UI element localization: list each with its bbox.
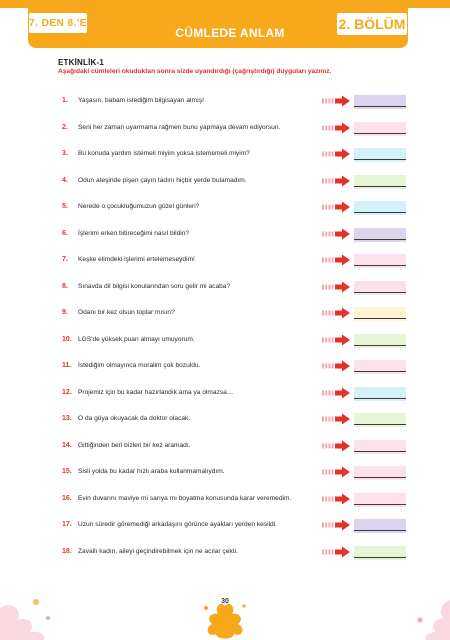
activity-instruction: Aşağıdaki cümleleri okuduktan sonra sizde uyandırdığı (çağrıştırdığı) duyguları yazınız. bbox=[58, 68, 332, 75]
answer-line bbox=[354, 371, 406, 372]
arrow-right-icon bbox=[321, 95, 351, 107]
grade-tag: 7. DEN 8.'E bbox=[28, 12, 88, 34]
question-text: Keşke elimdeki işlerimi ertelemeseydim! bbox=[78, 256, 195, 263]
answer-line bbox=[354, 530, 406, 531]
question-text: Sınavda dil bilgisi konularından soru gelir mi acaba? bbox=[78, 282, 231, 290]
arrow-right-icon bbox=[321, 201, 351, 213]
arrow-right-icon bbox=[321, 334, 351, 346]
answer-field[interactable] bbox=[354, 360, 406, 374]
question-row bbox=[62, 201, 410, 215]
arrow-right-icon bbox=[321, 546, 351, 558]
question-text: Odun ateşinde pişen çayın tadını hiçbir yerde bulamadım. bbox=[78, 176, 247, 184]
question-number: 12. bbox=[62, 388, 72, 396]
question-text: Evin duvarını maviye mi sarıya mı boyatma konusunda karar veremedim. bbox=[78, 494, 292, 502]
question-text: Yaşasın, babam istediğim bilgisayarı almış! bbox=[78, 97, 204, 104]
question-text: Seni her zaman uyarmama rağmen bunu yapmaya devam ediyorsun. bbox=[78, 123, 281, 131]
answer-line bbox=[354, 159, 406, 160]
question-text: Odanı bir kez olsun toplar mısın? bbox=[78, 309, 175, 316]
answer-line bbox=[354, 292, 406, 293]
question-text: Projemiz için bu kadar hazırlandık ama ya olmazsa… bbox=[78, 388, 234, 396]
arrow-right-icon bbox=[321, 122, 351, 134]
arrow-right-icon bbox=[321, 440, 351, 452]
arrow-right-icon bbox=[321, 466, 351, 478]
answer-field[interactable] bbox=[354, 493, 406, 507]
question-text: Sisli yolda bu kadar hızlı araba kullanmamalıydım. bbox=[78, 468, 225, 475]
question-row bbox=[62, 360, 410, 374]
answer-line bbox=[354, 424, 406, 425]
answer-line bbox=[354, 318, 406, 319]
question-number: 6. bbox=[62, 229, 68, 237]
question-number: 8. bbox=[62, 282, 68, 290]
question-number: 4. bbox=[62, 176, 68, 184]
arrow-right-icon bbox=[321, 493, 351, 505]
question-row bbox=[62, 466, 410, 480]
question-text: Uzun süredir göremediği arkadaşını görünce ayakları yerden kesildi. bbox=[78, 521, 278, 528]
arrow-right-icon bbox=[321, 281, 351, 293]
answer-field[interactable] bbox=[354, 413, 406, 427]
question-text: Gittiğinden beri bizleri bir kez aramadı. bbox=[78, 441, 191, 449]
answer-field[interactable] bbox=[354, 334, 406, 348]
arrow-right-icon bbox=[321, 148, 351, 160]
answer-line bbox=[354, 106, 406, 107]
answer-line bbox=[354, 557, 406, 558]
answer-line bbox=[354, 398, 406, 399]
question-text: İstediğim olmayınca moralim çok bozuldu. bbox=[78, 362, 201, 369]
answer-field[interactable] bbox=[354, 201, 406, 215]
question-number: 2. bbox=[62, 123, 68, 131]
question-row bbox=[62, 307, 410, 321]
question-row bbox=[62, 175, 410, 189]
question-row bbox=[62, 519, 410, 533]
question-number: 3. bbox=[62, 150, 68, 157]
question-number: 15. bbox=[62, 468, 72, 475]
answer-line bbox=[354, 133, 406, 134]
answer-field[interactable] bbox=[354, 440, 406, 454]
answer-line bbox=[354, 212, 406, 213]
unit-title: CÜMLEDE ANLAM bbox=[175, 26, 285, 40]
arrow-right-icon bbox=[321, 519, 351, 531]
answer-line bbox=[354, 504, 406, 505]
arrow-right-icon bbox=[321, 228, 351, 240]
question-row bbox=[62, 122, 410, 136]
answer-field[interactable] bbox=[354, 148, 406, 162]
arrow-right-icon bbox=[321, 387, 351, 399]
question-row bbox=[62, 413, 410, 427]
answer-field[interactable] bbox=[354, 466, 406, 480]
answer-line bbox=[354, 451, 406, 452]
question-number: 9. bbox=[62, 309, 68, 316]
answer-field[interactable] bbox=[354, 228, 406, 242]
answer-field[interactable] bbox=[354, 519, 406, 533]
arrow-right-icon bbox=[321, 307, 351, 319]
question-number: 18. bbox=[62, 547, 72, 555]
question-text: Zavallı kadın, aileyi geçindirebilmek için ne acılar çekti. bbox=[78, 547, 238, 555]
answer-line bbox=[354, 186, 406, 187]
answer-line bbox=[354, 239, 406, 240]
section-tag: 2. BÖLÜM bbox=[336, 12, 408, 36]
answer-field[interactable] bbox=[354, 281, 406, 295]
question-number: 11. bbox=[62, 362, 72, 369]
answer-field[interactable] bbox=[354, 546, 406, 560]
question-row bbox=[62, 334, 410, 348]
arrow-right-icon bbox=[321, 360, 351, 372]
answer-field[interactable] bbox=[354, 307, 406, 321]
question-text: Nerede o çocukluğumuzun güzel günleri? bbox=[78, 203, 200, 210]
question-row bbox=[62, 387, 410, 401]
question-row bbox=[62, 546, 410, 560]
question-text: LGS'de yüksek puan almayı umuyorum. bbox=[78, 335, 195, 343]
answer-line bbox=[354, 477, 406, 478]
question-row bbox=[62, 493, 410, 507]
question-row bbox=[62, 228, 410, 242]
answer-field[interactable] bbox=[354, 387, 406, 401]
top-band bbox=[0, 0, 450, 8]
question-row bbox=[62, 440, 410, 454]
arrow-right-icon bbox=[321, 175, 351, 187]
question-number: 16. bbox=[62, 494, 72, 502]
arrow-right-icon bbox=[321, 254, 351, 266]
question-number: 14. bbox=[62, 441, 72, 449]
decorative-splash-right bbox=[400, 590, 450, 640]
question-row bbox=[62, 254, 410, 268]
question-text: Bu konuda yardım istemeli miyim yoksa istememeli miyim? bbox=[78, 150, 250, 157]
question-number: 13. bbox=[62, 415, 72, 422]
question-text: İşlerimi erken bitireceğimi nasıl bildin? bbox=[78, 229, 190, 237]
answer-field[interactable] bbox=[354, 122, 406, 136]
activity-title: ETKİNLİK-1 bbox=[58, 58, 104, 67]
question-row bbox=[62, 281, 410, 295]
answer-field[interactable] bbox=[354, 175, 406, 189]
question-number: 10. bbox=[62, 335, 72, 343]
decorative-splash-left bbox=[0, 580, 60, 640]
question-number: 7. bbox=[62, 256, 68, 263]
answer-field[interactable] bbox=[354, 95, 406, 109]
answer-field[interactable] bbox=[354, 254, 406, 268]
question-number: 5. bbox=[62, 203, 68, 210]
answer-line bbox=[354, 345, 406, 346]
answer-line bbox=[354, 265, 406, 266]
arrow-right-icon bbox=[321, 413, 351, 425]
question-text: O da güya okuyacak da doktor olacak. bbox=[78, 415, 191, 422]
page-number: 30 bbox=[221, 598, 229, 605]
question-number: 1. bbox=[62, 97, 68, 104]
question-number: 17. bbox=[62, 521, 72, 528]
question-row bbox=[62, 148, 410, 162]
question-row bbox=[62, 95, 410, 109]
